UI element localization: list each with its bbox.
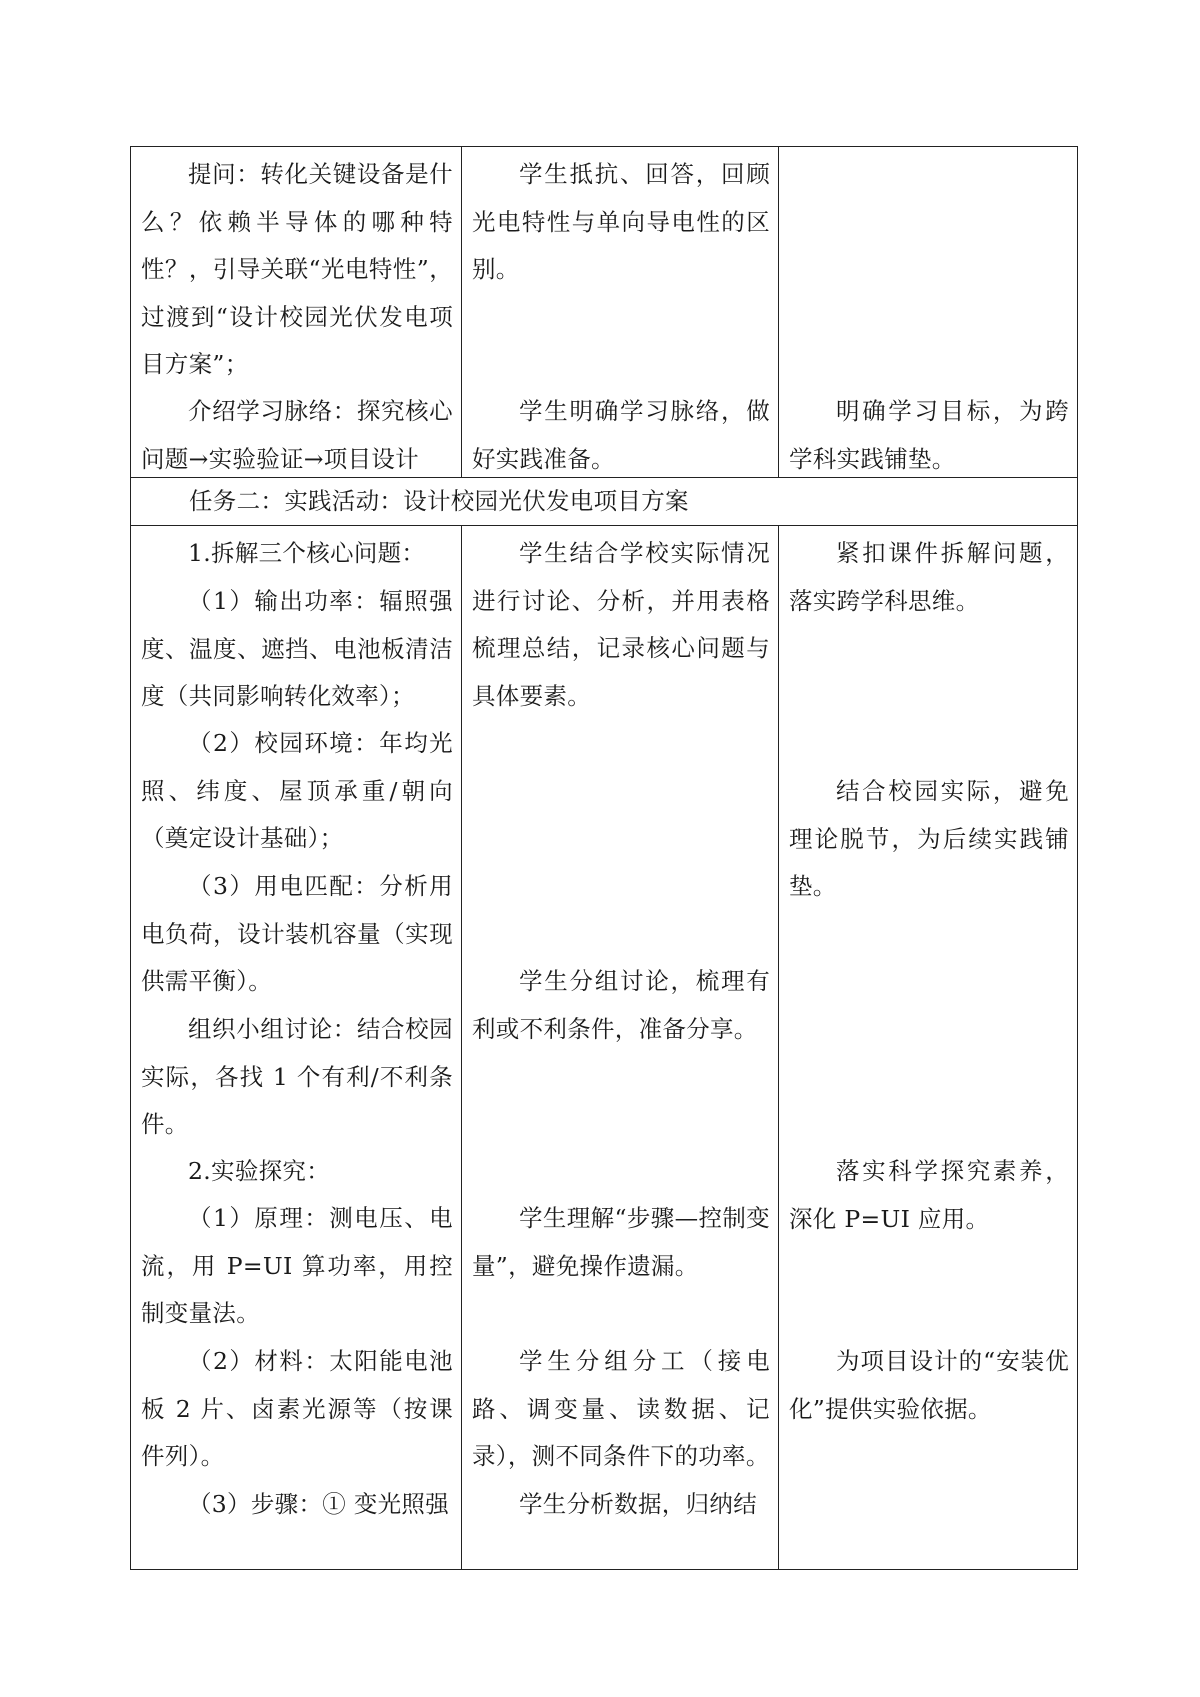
student-text: 学生分析数据，归纳结: [519, 1490, 757, 1518]
intent-text: 结合校园实际，避免理论脱节，为后续实践铺垫。: [789, 777, 1069, 900]
intent-text: 明确学习目标，为跨学科实践铺垫。: [789, 397, 1069, 473]
teacher-text: 2.实验探究：: [188, 1157, 331, 1185]
student-activity-cell: [462, 526, 779, 1570]
design-intent-cell: [779, 526, 1078, 1570]
teacher-text: 组织小组讨论：结合校园实际，各找 1 个有利/不利条件。: [141, 1015, 453, 1138]
teacher-text: 1.拆解三个核心问题：: [188, 539, 426, 567]
teacher-text: （3）步骤：① 变光照强: [188, 1490, 450, 1518]
table-row: [131, 147, 1078, 478]
intent-text: 落实科学探究素养，深化 P=UI 应用。: [789, 1157, 1069, 1233]
intent-text: 紧扣课件拆解问题，落实跨学科思维。: [789, 539, 1069, 615]
student-text: 学生分组分工（接电路、调变量、读数据、记录），测不同条件下的功率。: [472, 1347, 770, 1470]
teacher-text: （1）原理：测电压、电流，用 P=UI 算功率，用控制变量法。: [141, 1204, 453, 1327]
teacher-text: （2）材料：太阳能电池板 2 片、卤素光源等（按课件列）。: [141, 1347, 453, 1470]
teacher-text: 提问：转化关键设备是什么？依赖半导体的哪种特性？，引导关联“光电特性”，过渡到“设计校园光伏发电项目方案”；: [141, 160, 453, 378]
teacher-activity-cell: [131, 147, 462, 478]
section-title-cell: [131, 478, 1078, 526]
intent-text: 为项目设计的“安装优化”提供实验依据。: [789, 1347, 1069, 1423]
teacher-activity-cell: [131, 526, 462, 1570]
section-title: 任务二：实践活动：设计校园光伏发电项目方案: [189, 487, 689, 515]
teacher-text: （3）用电匹配：分析用电负荷，设计装机容量（实现供需平衡）。: [141, 872, 453, 995]
student-text: 学生抵抗、回答，回顾光电特性与单向导电性的区别。: [472, 160, 770, 283]
teacher-text: （1）输出功率：辐照强度、温度、遮挡、电池板清洁度（共同影响转化效率）；: [141, 587, 453, 710]
lesson-plan-table: [130, 146, 1078, 1570]
section-row: [131, 478, 1078, 526]
student-text: 学生分组讨论，梳理有利或不利条件，准备分享。: [472, 967, 770, 1043]
design-intent-cell: [779, 147, 1078, 478]
teacher-text: （2）校园环境：年均光照、纬度、屋顶承重/朝向（奠定设计基础）；: [141, 729, 453, 852]
student-text: 学生结合学校实际情况进行讨论、分析，并用表格梳理总结，记录核心问题与具体要素。: [472, 539, 770, 710]
student-activity-cell: [462, 147, 779, 478]
teacher-text: 介绍学习脉络：探究核心问题→实验验证→项目设计: [141, 397, 453, 473]
table-row: [131, 526, 1078, 1570]
student-text: 学生理解“步骤—控制变量”，避免操作遗漏。: [472, 1204, 770, 1280]
student-text: 学生明确学习脉络，做好实践准备。: [472, 397, 770, 473]
